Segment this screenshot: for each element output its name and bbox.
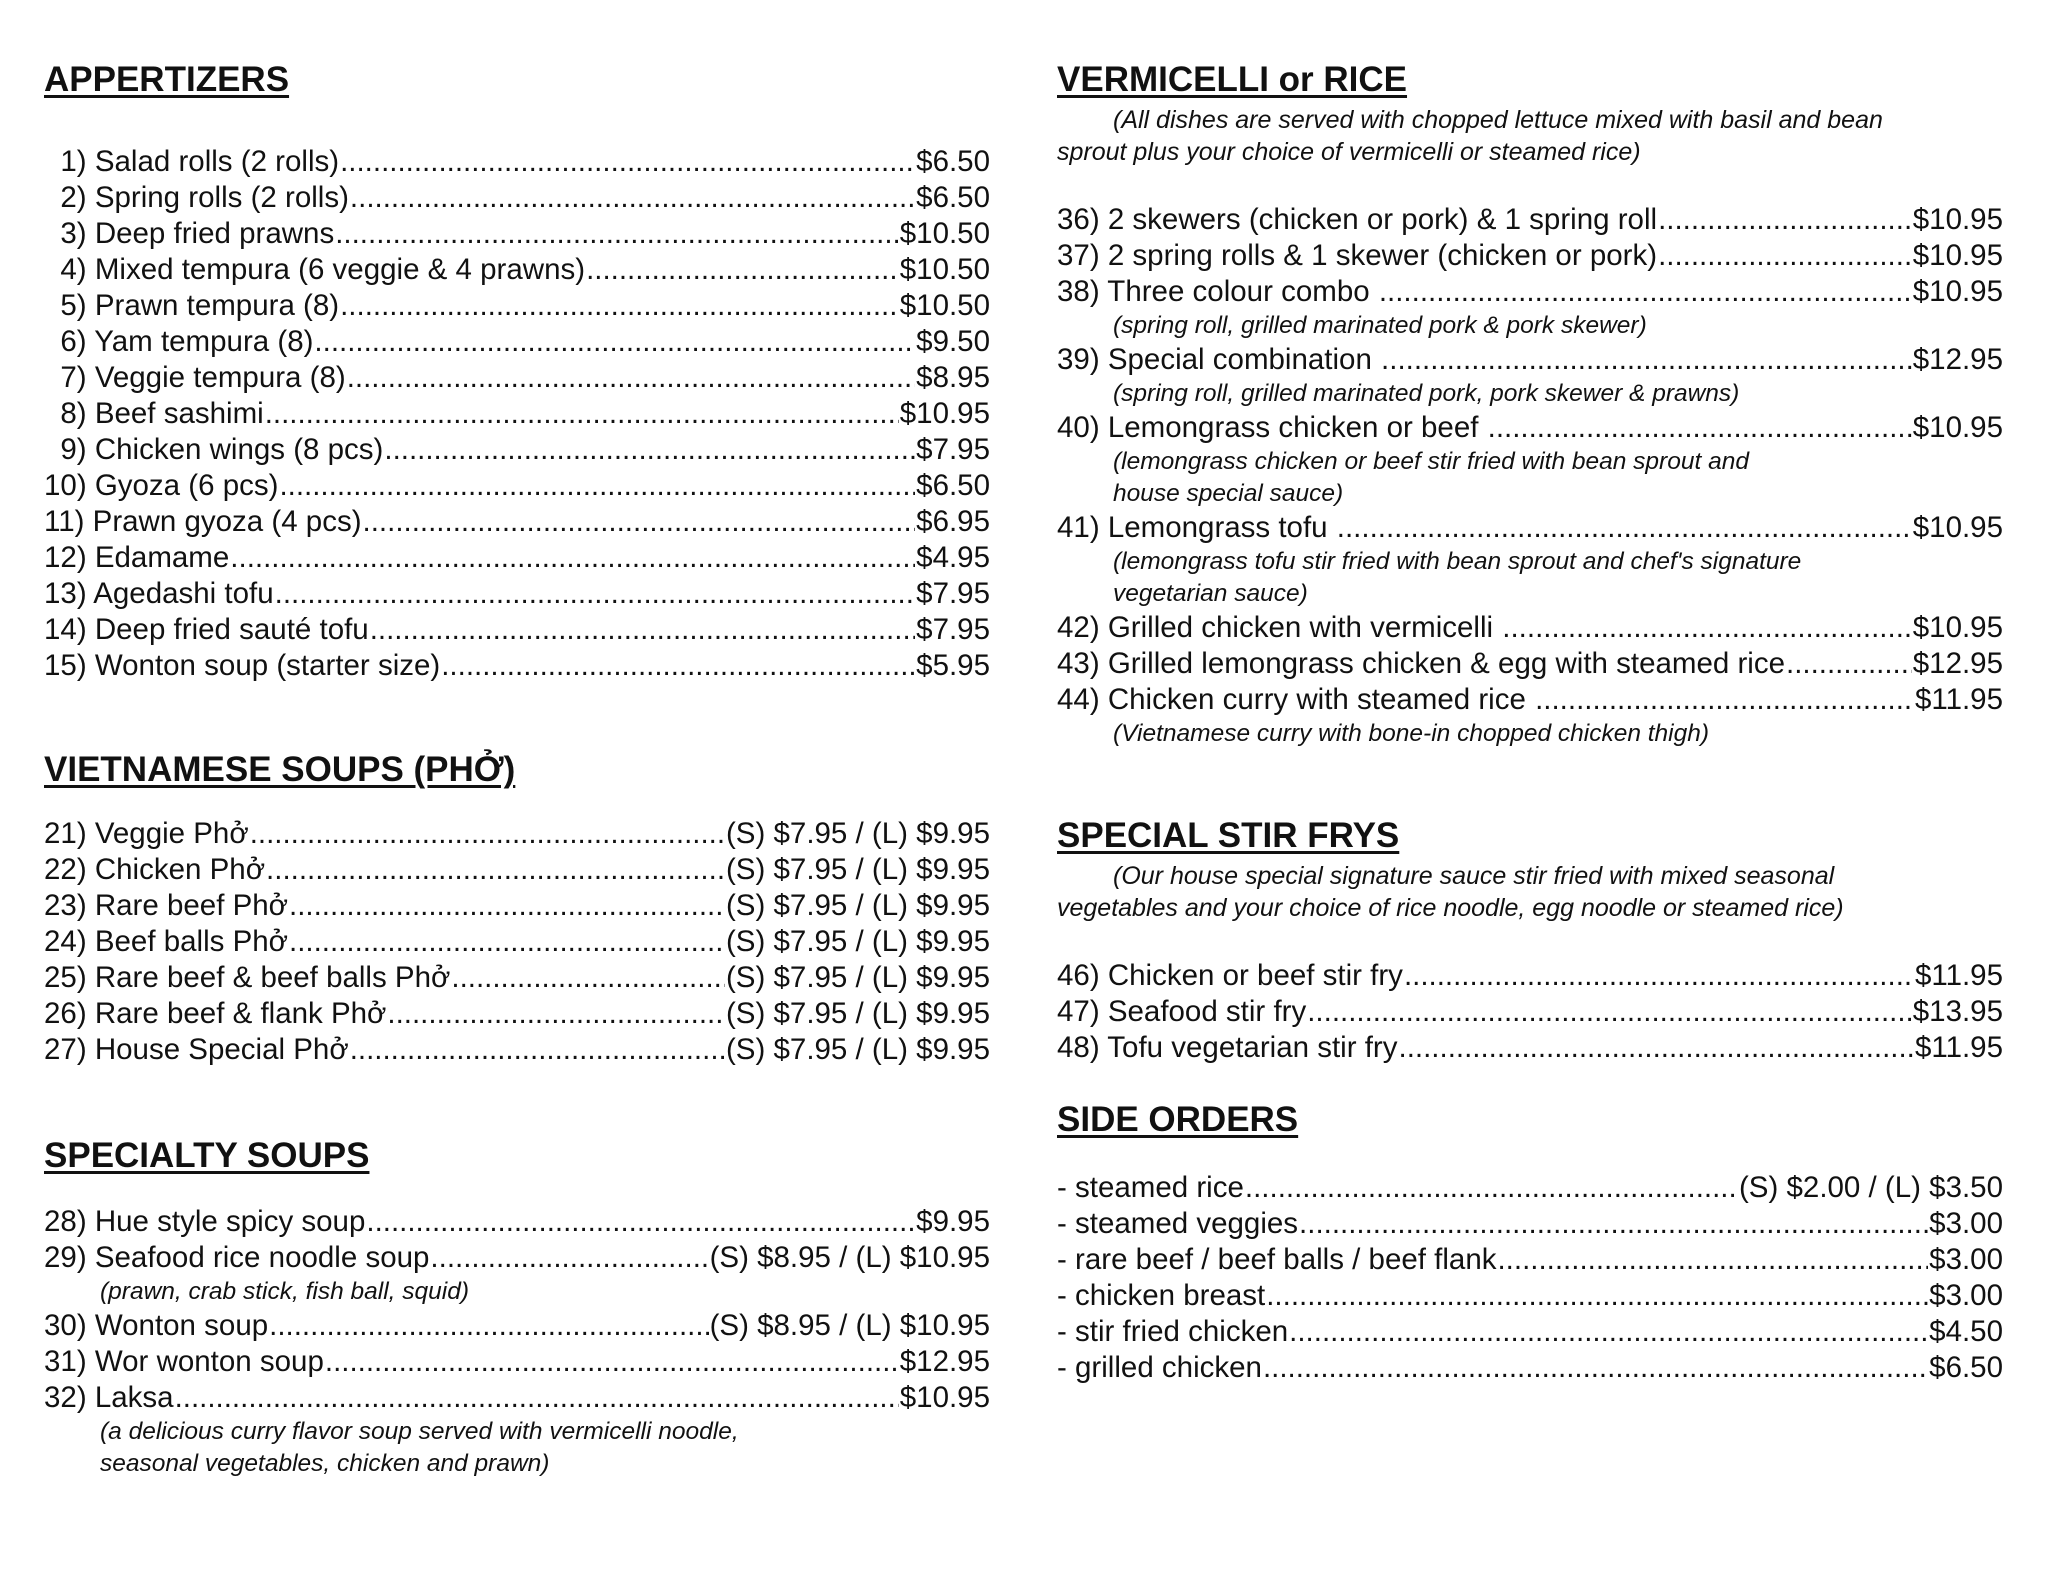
menu-item-row [1057,274,2003,310]
item-name: 1) Salad rolls (2 rolls) [44,145,340,178]
dot-leader [1658,202,1912,238]
vermicelli-section [1057,56,2003,750]
menu-item-row [44,1240,990,1276]
item-price: $9.50 [916,325,990,358]
menu-item [1057,646,2003,682]
menu-item-row [1057,1170,2003,1206]
item-name: 48) Tofu vegetarian stir fry [1057,1031,1398,1064]
dot-leader [275,576,916,612]
menu-item [1057,1350,2003,1386]
item-price: $7.95 [916,613,990,646]
menu-item-row [44,288,990,324]
menu-item-row [1057,1242,2003,1278]
menu-item [44,216,990,252]
menu-item-row [44,324,990,360]
menu-item [44,960,990,996]
menu-item [1057,274,2003,342]
dot-leader [441,648,915,684]
dot-leader [1299,1206,1928,1242]
section-title: SIDE ORDERS [1057,1100,1299,1139]
menu-item-row [44,252,990,288]
menu-item [1057,1030,2003,1066]
item-name: - steamed rice [1057,1171,1244,1204]
menu-item [44,180,990,216]
menu-item-row [1057,682,2003,718]
dot-leader [269,1308,708,1344]
item-name: 14) Deep fried sauté tofu [44,613,369,646]
menu-item-row [1057,1314,2003,1350]
item-name: 26) Rare beef & flank Phở [44,997,387,1030]
item-name: 21) Veggie Phở [44,817,249,850]
menu-item [44,324,990,360]
menu-item [1057,610,2003,646]
menu-item-row [1057,958,2003,994]
dot-leader [340,288,899,324]
item-price: $7.95 [916,433,990,466]
item-name: - chicken breast [1057,1279,1266,1312]
item-name: 24) Beef balls Phở [44,925,289,958]
item-description: (a delicious curry flavor soup served with vermicelli noodle, [100,1418,739,1445]
menu-item [1057,342,2003,410]
dot-leader [1381,342,1912,378]
description-line: vegetables and your choice of rice noodle, egg noodle or steamed rice) [1057,894,1844,922]
menu-item [44,432,990,468]
dot-leader [1245,1170,1738,1206]
menu-item [44,1240,990,1308]
menu-item [44,252,990,288]
item-name: 36) 2 skewers (chicken or pork) & 1 spring roll [1057,203,1658,236]
menu-item-row [1057,1350,2003,1386]
item-price: $10.95 [1912,611,2003,644]
item-price: $6.50 [1929,1351,2003,1384]
item-price: $10.95 [1912,203,2003,236]
menu-item-row [1057,202,2003,238]
item-price: $10.50 [899,289,990,322]
item-name: 8) Beef sashimi [44,397,264,430]
menu-item-row [44,144,990,180]
menu-item [1057,682,2003,750]
dot-leader [363,504,916,540]
item-description: (spring roll, grilled marinated pork & pork skewer) [1113,312,1647,339]
item-price: $5.95 [916,649,990,682]
menu-item [44,1380,990,1480]
item-name: 41) Lemongrass tofu [1057,511,1336,544]
item-name: 11) Prawn gyoza (4 pcs) [44,505,362,538]
item-description: (spring roll, grilled marinated pork, pork skewer & prawns) [1113,380,1740,407]
item-description: seasonal vegetables, chicken and prawn) [100,1450,550,1477]
description-line: (All dishes are served with chopped lettuce mixed with basil and bean [1113,106,1883,134]
menu-item [44,396,990,432]
menu-item [44,144,990,180]
item-price: (S) $7.95 / (L) $9.95 [725,853,990,886]
dot-leader [1535,682,1914,718]
item-description: vegetarian sauce) [1113,580,1308,607]
dot-leader [1502,610,1911,646]
item-name: 4) Mixed tempura (6 veggie & 4 prawns) [44,253,586,286]
item-price: (S) $7.95 / (L) $9.95 [725,817,990,850]
item-description: (lemongrass chicken or beef stir fried with bean sprout and [1113,448,1749,475]
item-price: $6.50 [916,181,990,214]
item-name: 13) Agedashi tofu [44,577,274,610]
section-description [1057,104,2003,168]
item-description: (Vietnamese curry with bone-in chopped chicken thigh) [1113,720,1710,747]
menu-item-row [44,1204,990,1240]
menu-item-row [1057,646,2003,682]
menu-item-row [44,180,990,216]
dot-leader [1786,646,1912,682]
left-column [44,56,990,1480]
item-name: 5) Prawn tempura (8) [44,289,340,322]
menu-item-row [44,468,990,504]
item-price: $10.50 [899,217,990,250]
item-name: 23) Rare beef Phở [44,889,289,922]
dot-leader [387,996,725,1032]
menu-item [44,288,990,324]
menu-item [44,1308,990,1344]
menu-item-row [1057,1206,2003,1242]
item-name: 25) Rare beef & beef balls Phở [44,961,451,994]
dot-leader [384,432,915,468]
item-name: 12) Edamame [44,541,230,574]
item-name: 22) Chicken Phở [44,853,266,886]
item-price: (S) $8.95 / (L) $10.95 [709,1241,990,1274]
dot-leader [265,396,899,432]
menu-item [1057,1206,2003,1242]
item-name: 46) Chicken or beef stir fry [1057,959,1403,992]
menu-item-row [1057,610,2003,646]
menu-item-row [44,1380,990,1416]
dot-leader [1307,994,1912,1030]
dot-leader [347,360,915,396]
menu-item [44,888,990,924]
dot-leader [1266,1278,1928,1314]
dot-leader [314,324,915,360]
menu-item-row [44,612,990,648]
item-price: (S) $7.95 / (L) $9.95 [725,997,990,1030]
menu-item [1057,510,2003,610]
menu-item [1057,1278,2003,1314]
menu-item [1057,1314,2003,1350]
menu-item [44,1344,990,1380]
menu-item-row [44,432,990,468]
item-price: (S) $7.95 / (L) $9.95 [725,889,990,922]
dot-leader [230,540,915,576]
menu-item-row [44,888,990,924]
menu-item [44,468,990,504]
menu-item-row [44,576,990,612]
dot-leader [1497,1242,1928,1278]
menu-item [44,996,990,1032]
section-title: APPERTIZERS [44,60,290,99]
item-price: (S) $7.95 / (L) $9.95 [725,925,990,958]
item-name: 47) Seafood stir fry [1057,995,1307,1028]
item-description: (prawn, crab stick, fish ball, squid) [100,1278,469,1305]
menu-item [1057,1170,2003,1206]
item-price: $10.95 [899,1381,990,1414]
pho-list [44,816,990,1068]
side-orders-list [1057,1170,2003,1386]
section-title: SPECIALTY SOUPS [44,1136,370,1175]
item-price: $3.00 [1929,1279,2003,1312]
dot-leader [366,1204,915,1240]
dot-leader [1289,1314,1928,1350]
menu-item [44,540,990,576]
item-name: 29) Seafood rice noodle soup [44,1241,430,1274]
menu-item-row [1057,238,2003,274]
stir-frys-section [1057,812,2003,1066]
appetizers-list [44,144,990,684]
menu-item-row [44,996,990,1032]
item-price: $10.95 [1912,239,2003,272]
menu-item [44,924,990,960]
item-price: $10.95 [1912,511,2003,544]
item-price: $6.95 [916,505,990,538]
item-description: house special sauce) [1113,480,1344,507]
item-price: $10.95 [1912,275,2003,308]
item-price: $9.95 [916,1205,990,1238]
item-price: $10.95 [1912,411,2003,444]
menu-item-row [44,648,990,684]
item-price: $6.50 [916,469,990,502]
item-name: 37) 2 spring rolls & 1 skewer (chicken or pork) [1057,239,1658,272]
menu-item-row [1057,410,2003,446]
item-price: $6.50 [916,145,990,178]
specialty-soups-section [44,1132,990,1480]
menu-item [1057,410,2003,510]
menu-item [1057,994,2003,1030]
dot-leader [340,144,915,180]
item-price: $4.95 [916,541,990,574]
item-price: $10.95 [899,397,990,430]
menu-item [44,1032,990,1068]
item-price: $7.95 [916,577,990,610]
item-price: (S) $8.95 / (L) $10.95 [709,1309,990,1342]
stir-frys-list [1057,958,2003,1066]
item-name: 30) Wonton soup [44,1309,269,1342]
item-price: $8.95 [916,361,990,394]
menu-item-row [44,504,990,540]
menu-item-row [44,360,990,396]
item-name: 2) Spring rolls (2 rolls) [44,181,349,214]
item-price: $3.00 [1929,1207,2003,1240]
dot-leader [370,612,915,648]
item-name: 6) Yam tempura (8) [44,325,314,358]
menu-item-row [1057,1030,2003,1066]
section-description [1057,860,2003,924]
vietnamese-soups-section [44,746,990,1068]
dot-leader [250,816,725,852]
dot-leader [1379,274,1912,310]
menu-item-row [44,960,990,996]
item-name: 9) Chicken wings (8 pcs) [44,433,384,466]
menu-item-row [44,216,990,252]
section-title: VIETNAMESE SOUPS (PHỞ) [44,750,516,789]
menu-item [44,852,990,888]
item-price: $11.95 [1914,1031,2003,1064]
dot-leader [586,252,899,288]
item-name: 3) Deep fried prawns [44,217,335,250]
item-name: - steamed veggies [1057,1207,1299,1240]
dot-leader [1263,1350,1928,1386]
item-name: 43) Grilled lemongrass chicken & egg with steamed rice [1057,647,1785,680]
item-name: 28) Hue style spicy soup [44,1205,366,1238]
item-name: - grilled chicken [1057,1351,1262,1384]
dot-leader [1337,510,1912,546]
item-price: (S) $7.95 / (L) $9.95 [725,1033,990,1066]
menu-item [1057,238,2003,274]
dot-leader [1658,238,1912,274]
appetizers-section [44,56,990,684]
item-name: 7) Veggie tempura (8) [44,361,346,394]
item-name: 32) Laksa [44,1381,174,1414]
item-name: - rare beef / beef balls / beef flank [1057,1243,1497,1276]
item-price: (S) $2.00 / (L) $3.50 [1738,1171,2003,1204]
item-price: $12.95 [899,1345,990,1378]
dot-leader [279,468,915,504]
menu-item-row [44,1344,990,1380]
menu-item-row [44,852,990,888]
item-price: $4.50 [1929,1315,2003,1348]
side-orders-section [1057,1096,2003,1386]
item-name: 15) Wonton soup (starter size) [44,649,441,682]
menu-item [44,360,990,396]
menu-item [1057,958,2003,994]
menu-item [44,576,990,612]
description-line: sprout plus your choice of vermicelli or steamed rice) [1057,138,1641,166]
item-price: $12.95 [1912,343,2003,376]
item-name: 27) House Special Phở [44,1033,349,1066]
item-price: $12.95 [1912,647,2003,680]
item-name: 31) Wor wonton soup [44,1345,324,1378]
dot-leader [335,216,899,252]
menu-item [44,1204,990,1240]
dot-leader [1404,958,1914,994]
dot-leader [1488,410,1912,446]
item-name: 40) Lemongrass chicken or beef [1057,411,1487,444]
right-column [1057,56,2003,1386]
dot-leader [350,180,915,216]
menu-item-row [44,540,990,576]
item-price: $13.95 [1912,995,2003,1028]
item-price: $10.50 [899,253,990,286]
item-price: $11.95 [1914,959,2003,992]
menu-item-row [1057,342,2003,378]
item-name: 42) Grilled chicken with vermicelli [1057,611,1502,644]
section-title: SPECIAL STIR FRYS [1057,816,1400,855]
menu-item [44,504,990,540]
menu-item [44,816,990,852]
menu-item [44,648,990,684]
item-price: $11.95 [1914,683,2003,716]
dot-leader [1399,1030,1914,1066]
item-name: 38) Three colour combo [1057,275,1378,308]
item-name: 10) Gyoza (6 pcs) [44,469,279,502]
menu-item-row [1057,1278,2003,1314]
item-name: - stir fried chicken [1057,1315,1289,1348]
menu-item-row [44,1308,990,1344]
menu-item-row [1057,994,2003,1030]
description-line: (Our house special signature sauce stir fried with mixed seasonal [1113,862,1835,890]
item-description: (lemongrass tofu stir fried with bean sprout and chef's signature [1113,548,1802,575]
item-name: 44) Chicken curry with steamed rice [1057,683,1535,716]
menu-item-row [44,1032,990,1068]
section-title: VERMICELLI or RICE [1057,60,1408,99]
menu-item-row [44,924,990,960]
dot-leader [175,1380,899,1416]
item-price: (S) $7.95 / (L) $9.95 [725,961,990,994]
menu-item-row [44,396,990,432]
dot-leader [266,852,725,888]
item-name: 39) Special combination [1057,343,1381,376]
menu-item-row [1057,510,2003,546]
menu-item [1057,1242,2003,1278]
dot-leader [325,1344,899,1380]
menu-item [44,612,990,648]
dot-leader [451,960,725,996]
dot-leader [289,924,725,960]
item-price: $3.00 [1929,1243,2003,1276]
vermicelli-list [1057,202,2003,750]
specialty-soups-list [44,1204,990,1480]
menu-item [1057,202,2003,238]
dot-leader [350,1032,725,1068]
dot-leader [430,1240,708,1276]
dot-leader [289,888,725,924]
menu-item-row [44,816,990,852]
